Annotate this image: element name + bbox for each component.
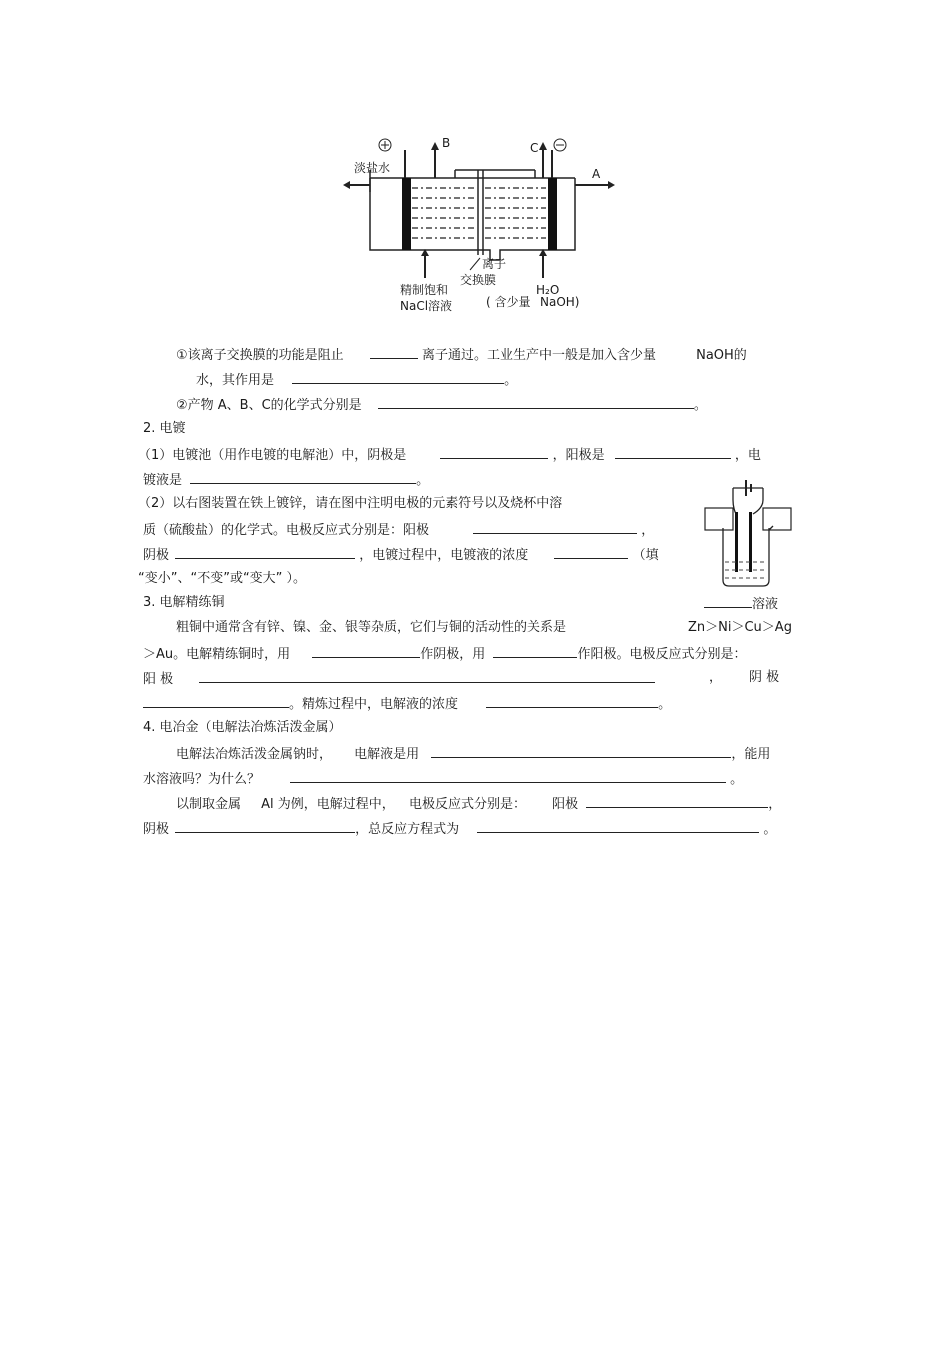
- s2-blank-solution[interactable]: [704, 594, 752, 608]
- s3-blank-anode-eq[interactable]: [199, 669, 655, 683]
- anode-electrode: [402, 178, 411, 250]
- section3-title: 3. 电解精练铜: [143, 595, 225, 610]
- q1-blank-purpose[interactable]: [292, 370, 504, 384]
- s2-p2-line2: 质（硫酸盐）的化学式。电极反应式分别是：阳极 ，: [143, 520, 654, 540]
- s2-p2-line1: （2）以右图装置在铁上镀锌，请在图中注明电极的元素符号以及烧杯中溶: [138, 496, 563, 511]
- membrane-label-2: 交换膜: [460, 273, 497, 287]
- feed-left-label-1: 精制饱和: [400, 283, 449, 297]
- s3-blank-concentration[interactable]: [486, 694, 658, 708]
- q1-line2: 水，其作用是 。: [196, 370, 517, 390]
- s3-line4: 。精炼过程中，电解液的浓度 。: [143, 694, 671, 714]
- feed-right-label-2a: ( 含少量: [486, 295, 531, 309]
- dilute-brine-label: 淡盐水: [354, 161, 391, 175]
- s4-blank-anode[interactable]: [586, 794, 768, 808]
- electrolysis-cell-diagram: [340, 130, 620, 315]
- q1-blank-products[interactable]: [378, 395, 694, 409]
- s3-blank-anode[interactable]: [493, 644, 577, 658]
- electroplating-diagram: [703, 478, 793, 590]
- s2-p1-line1: （1）电镀池（用作电镀的电解池）中，阴极是 ，阳极是 ，电: [138, 445, 761, 465]
- cathode-electrode: [548, 178, 557, 250]
- s2-p2-line3: 阴极 ，电镀过程中，电镀液的浓度 （填: [143, 545, 659, 565]
- s3-blank-cathode[interactable]: [312, 644, 420, 658]
- s4-blank-why[interactable]: [290, 769, 726, 783]
- label-a: A: [592, 167, 601, 181]
- label-b: B: [442, 136, 451, 150]
- s4-blank-electrolyte[interactable]: [431, 744, 731, 758]
- s4-line1: 电解法冶炼活泼金属钠时， 电解液是用 ，能用: [176, 744, 770, 764]
- s3-line1: 粗铜中通常含有锌、镍、金、银等杂质，它们与铜的活动性的关系是 Zn＞Ni＞Cu＞Ag: [176, 620, 792, 635]
- s2-p2-line4: “变小”、“不变”或“变大” ）。: [138, 571, 307, 586]
- s4-blank-overall[interactable]: [477, 819, 759, 833]
- s3-blank-cathode-eq[interactable]: [143, 694, 289, 708]
- feed-right-label-2b: NaOH): [540, 295, 580, 309]
- q1-blank-ion[interactable]: [370, 345, 418, 359]
- s2-blank-bath[interactable]: [190, 470, 416, 484]
- s2-blank-concentration[interactable]: [554, 545, 628, 559]
- s2-blank-cathode[interactable]: [440, 445, 548, 459]
- feed-left-label-2: NaCl溶液: [400, 299, 453, 313]
- s4-blank-cathode[interactable]: [175, 819, 355, 833]
- right-plating-electrode: [749, 512, 752, 572]
- s2-blank-anode[interactable]: [615, 445, 731, 459]
- q1-line3: ②产物 A、B、C的化学式分别是 。: [176, 395, 707, 415]
- membrane-label-1: 离子: [482, 257, 507, 271]
- left-electrode-label-box[interactable]: [705, 508, 733, 530]
- s2-solution-label-line: 溶液: [704, 594, 778, 614]
- feed-right-label-1: H₂O: [536, 283, 560, 297]
- s3-line3: 阳 极 ， 阴 极: [143, 670, 780, 687]
- q1-line1: ①该离子交换膜的功能是阻止 离子通过。工业生产中一般是加入含少量 NaOH的: [176, 345, 747, 365]
- left-plating-electrode: [735, 512, 738, 572]
- s4-line2: 水溶液吗？为什么？ 。: [143, 769, 743, 789]
- s4-line4: 阴极 ，总反应方程式为 。: [143, 819, 776, 839]
- s3-line2: ＞Au。电解精练铜时，用 作阴极，用 作阳极。电极反应式分别是：: [143, 644, 746, 664]
- s2-blank-cathode-eq[interactable]: [175, 545, 355, 559]
- label-c: C: [530, 141, 539, 155]
- section4-title: 4. 电冶金（电解法冶炼活泼金属）: [143, 720, 342, 735]
- section2-title: 2. 电镀: [143, 421, 186, 436]
- right-electrode-label-box[interactable]: [763, 508, 791, 530]
- s2-p1-line2: 镀液是 。: [143, 470, 429, 490]
- s4-line3: 以制取金属 Al 为例，电解过程中， 电极反应式分别是： 阳极 ，: [176, 794, 781, 814]
- s2-blank-anode-eq[interactable]: [473, 520, 637, 534]
